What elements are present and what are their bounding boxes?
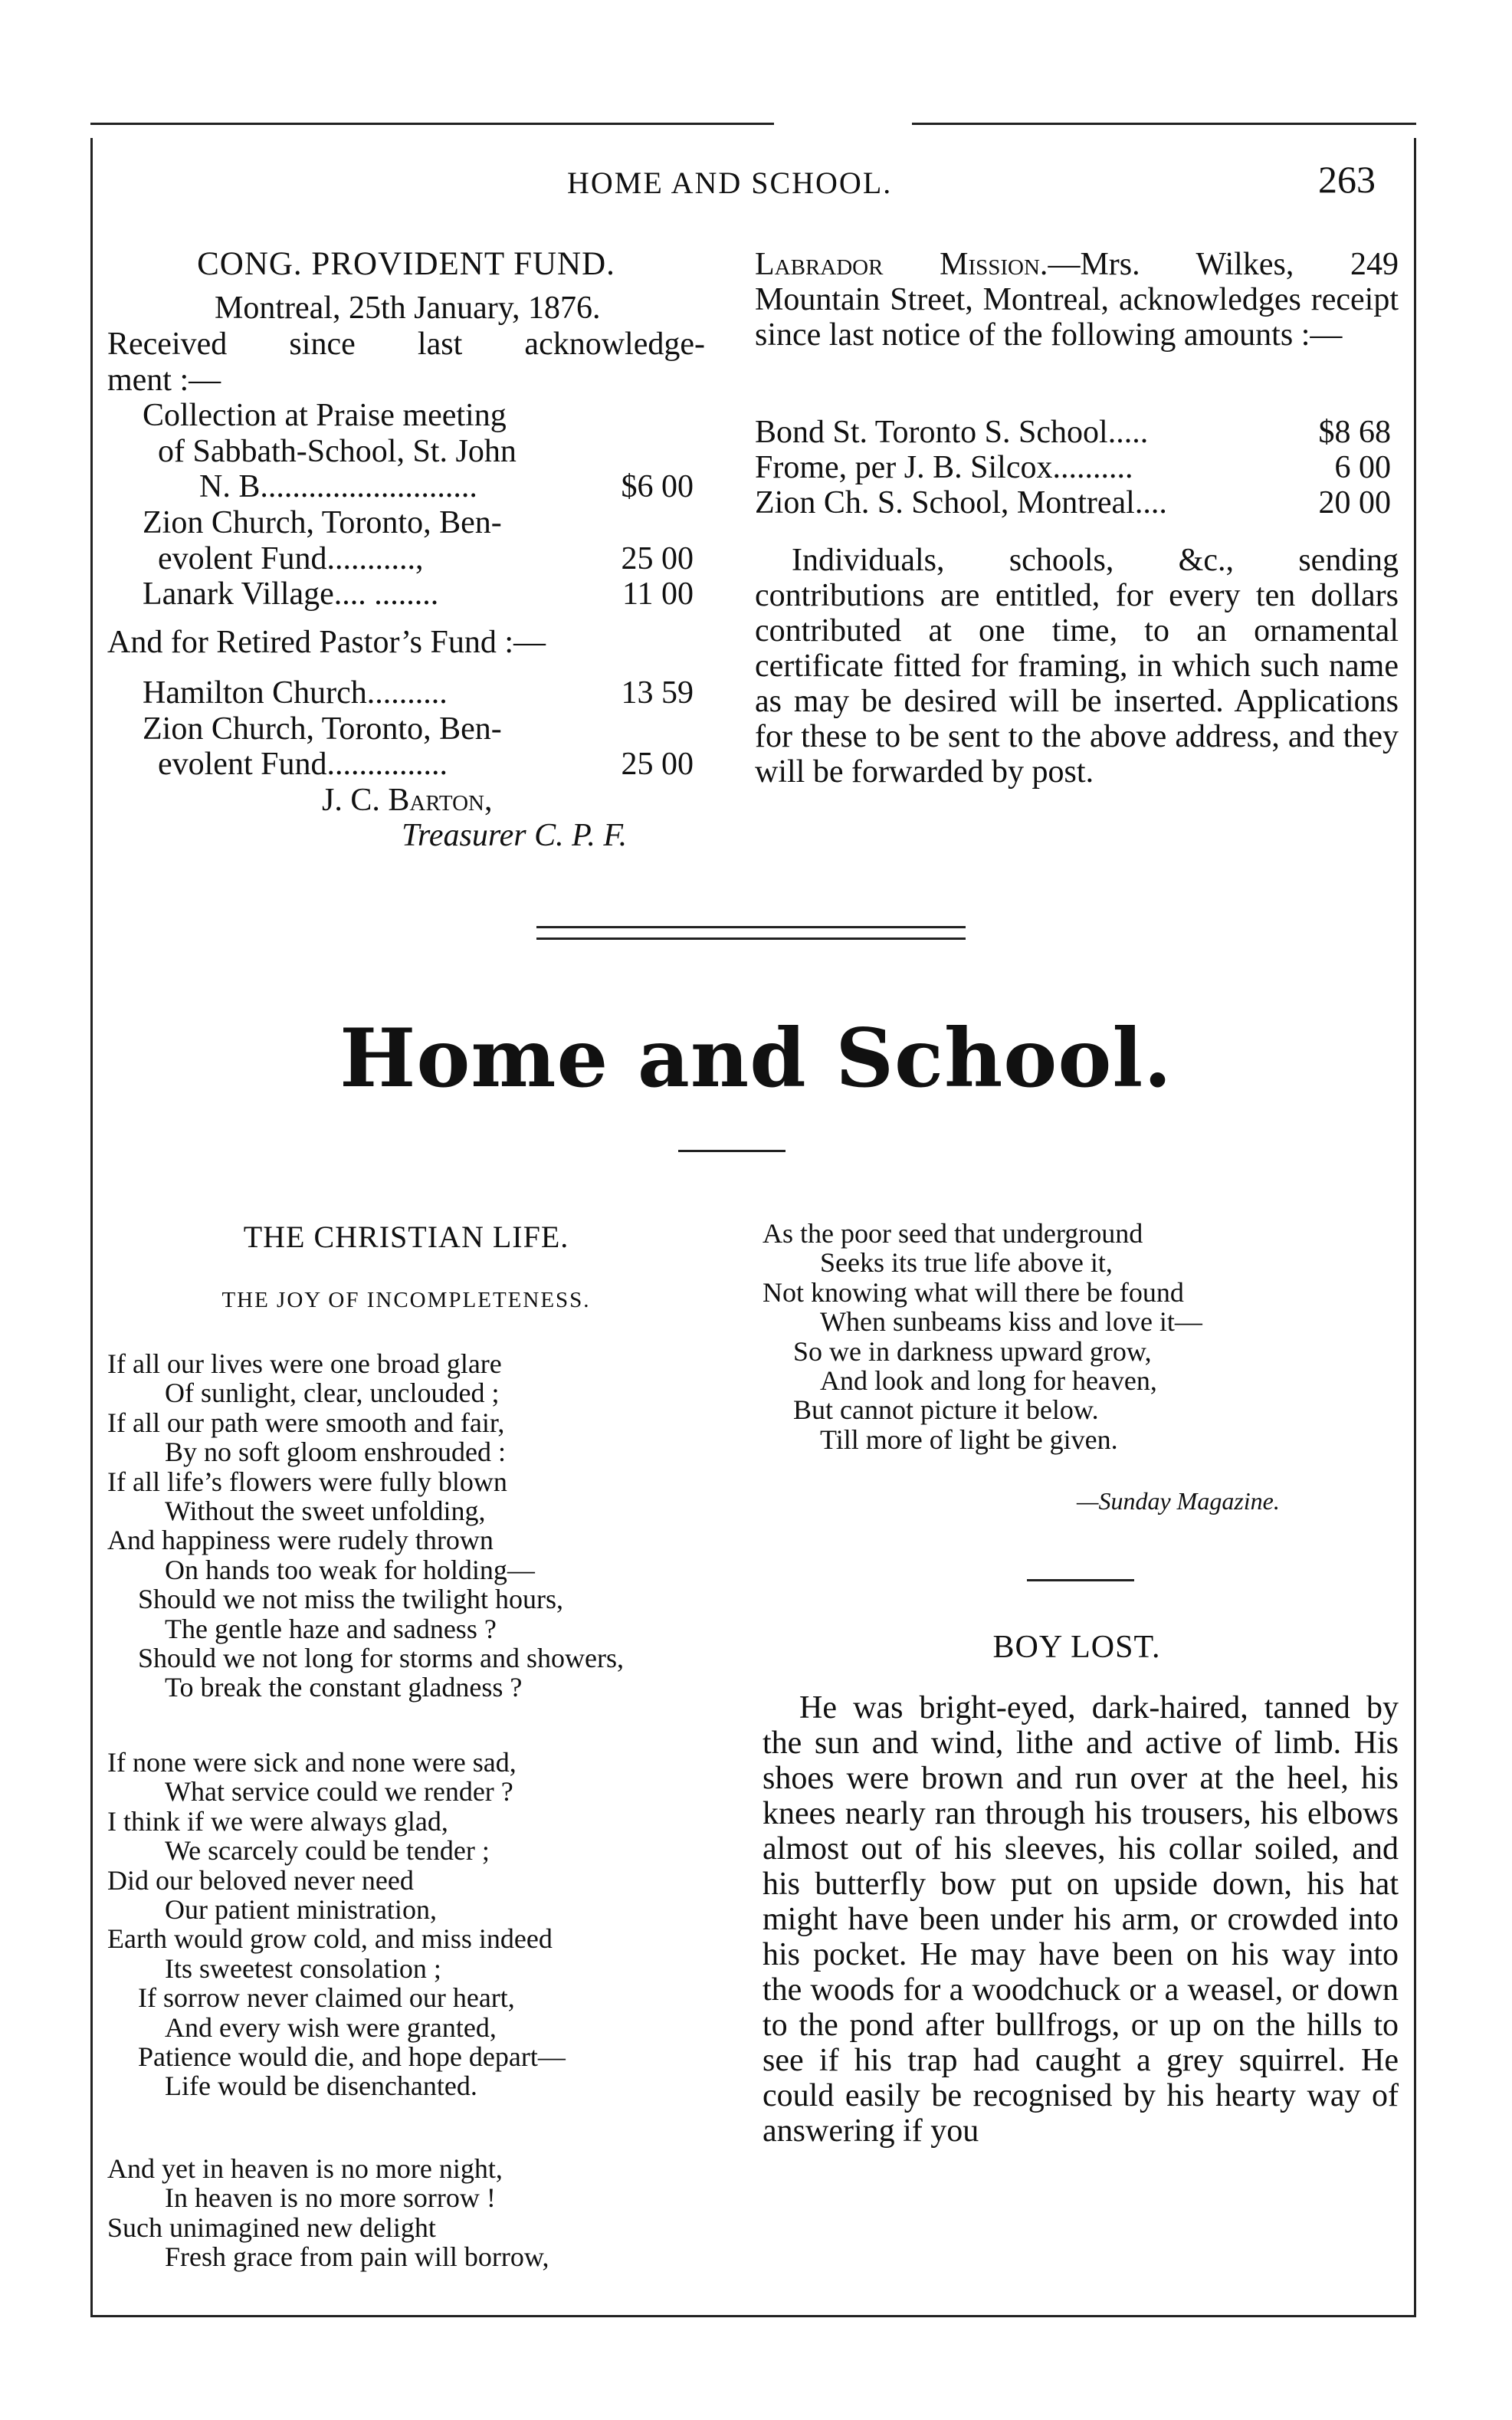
entry-5-line-2: evolent Fund............... bbox=[158, 747, 448, 782]
entry-2-line-1: Zion Church, Toronto, Ben- bbox=[143, 505, 502, 540]
poem-line: If sorrow never claimed our heart, bbox=[138, 1982, 515, 2014]
boy-lost-divider bbox=[1027, 1579, 1134, 1581]
fund-title: CONG. PROVIDENT FUND. bbox=[197, 246, 615, 282]
poem-line: Should we not miss the twilight hours, bbox=[138, 1584, 564, 1615]
poem-stanza-2 bbox=[107, 1748, 566, 2101]
poem-section bbox=[107, 1219, 705, 2292]
poem-line: To break the constant gladness ? bbox=[165, 1672, 523, 1703]
poem-line: Life would be disenchanted. bbox=[165, 2070, 477, 2102]
entry-1-line-3: N. B........................... bbox=[199, 469, 477, 504]
poem-line: And happiness were rudely thrown bbox=[107, 1525, 494, 1556]
poem-line: Till more of light be given. bbox=[820, 1423, 1118, 1455]
running-head: HOME AND SCHOOL. bbox=[567, 166, 893, 200]
poem-line: If none were sick and none were sad, bbox=[107, 1747, 517, 1778]
labrador-item-label: Frome, per J. B. Silcox.......... bbox=[755, 450, 1133, 485]
poem-line: Did our beloved never need bbox=[107, 1864, 414, 1896]
entry-4-amount: 13 59 bbox=[621, 675, 694, 711]
poem-line: Such unimagined new delight bbox=[107, 2211, 436, 2243]
bottom-rule bbox=[90, 2315, 1416, 2317]
labrador-item-label: Zion Ch. S. School, Montreal.... bbox=[755, 485, 1167, 520]
poem-line: If all our path were smooth and fair, bbox=[107, 1407, 505, 1438]
poem-stanza-4 bbox=[763, 1219, 1202, 1454]
section-title: Home and School. bbox=[339, 1010, 1173, 1105]
entry-3-amount: 11 00 bbox=[622, 576, 694, 612]
fund-received-line-2: ment :— bbox=[107, 363, 221, 398]
fund-signer-title: Treasurer C. P. F. bbox=[402, 818, 628, 853]
poem-line: If all our lives were one broad glare bbox=[107, 1348, 502, 1379]
entry-1-line-2: of Sabbath-School, St. John bbox=[158, 434, 517, 469]
poem-line: We scarcely could be tender ; bbox=[165, 1835, 490, 1867]
labrador-certificate-paragraph: Individuals, schools, &c., sending contributions are entitled, for every ten dollars contributed at one time, to an ornamental certificate fitted for framing, in which such name as may be desired will be inserted. Applications for these to be sent to the above address, and they will be forwarded by post. bbox=[755, 543, 1399, 790]
poem-line: Its sweetest consolation ; bbox=[165, 1952, 441, 1984]
fund-signer: J. C. Barton, bbox=[322, 783, 493, 818]
poem-line: As the poor seed that underground bbox=[763, 1218, 1143, 1249]
poem-line: Seeks its true life above it, bbox=[820, 1247, 1113, 1279]
page-number: 263 bbox=[1318, 158, 1376, 201]
labrador-intro bbox=[755, 247, 1399, 353]
poem-line: And look and long for heaven, bbox=[820, 1365, 1157, 1397]
labrador-title: Labrador Mission. bbox=[755, 247, 1048, 282]
poem-line: I think if we were always glad, bbox=[107, 1805, 448, 1837]
entry-4-line-1: Hamilton Church.......... bbox=[143, 675, 448, 711]
boy-lost-text: He was bright-eyed, dark-haired, tanned by the sun and wind, lithe and active of limb. His shoes were brown and run over at the heel, his knees nearly ran through his trousers, his elbows almost out of his sleeves, his collar soiled, and his butterfly bow put on upside down, his hat might have been under his arm, or crowded into his pocket. He may have been on his way into the woods for a woodchuck or a weasel, or down to the pond after bullfrogs, or up on the hills to see if his trap had caught a grey squirrel. He could easily be recognised by his hearty way of answering if you bbox=[763, 1690, 1399, 2149]
right-lower-column bbox=[755, 1219, 1399, 2292]
title-underline bbox=[678, 1150, 786, 1152]
provident-fund-section bbox=[107, 0, 705, 882]
poem-line: Not knowing what will there be found bbox=[763, 1276, 1184, 1308]
poem-title: THE CHRISTIAN LIFE. bbox=[243, 1220, 569, 1254]
right-frame-rule bbox=[1414, 138, 1416, 2315]
labrador-mission-section bbox=[755, 0, 1399, 882]
poem-line: But cannot picture it below. bbox=[793, 1394, 1099, 1426]
labrador-first-line bbox=[755, 247, 1399, 282]
poem-stanza-3 bbox=[107, 2154, 549, 2272]
boy-lost-title: BOY LOST. bbox=[992, 1630, 1161, 1665]
entry-2-line-2: evolent Fund..........., bbox=[158, 541, 424, 576]
entry-1-amount: $6 00 bbox=[621, 469, 694, 504]
retired-fund-heading: And for Retired Pastor’s Fund :— bbox=[107, 625, 546, 660]
entry-3-line-1: Lanark Village.... ........ bbox=[143, 576, 439, 612]
fund-date: Montreal, 25th January, 1876. bbox=[215, 291, 601, 326]
labrador-item-label: Bond St. Toronto S. School..... bbox=[755, 415, 1149, 450]
entry-1-line-1: Collection at Praise meeting bbox=[143, 398, 507, 433]
poem-source: —Sunday Magazine. bbox=[1077, 1487, 1280, 1515]
entry-2-amount: 25 00 bbox=[621, 541, 694, 576]
fund-received-line-1: Received since last acknowledge- bbox=[107, 327, 705, 362]
poem-line: What service could we render ? bbox=[165, 1776, 513, 1808]
section-divider bbox=[536, 926, 966, 940]
poem-line: So we in darkness upward grow, bbox=[793, 1335, 1152, 1367]
poem-line: Our patient ministration, bbox=[165, 1894, 437, 1926]
labrador-item-amount: $8 68 bbox=[1318, 415, 1391, 450]
poem-line: Of sunlight, clear, unclouded ; bbox=[165, 1377, 500, 1409]
poem-line: By no soft gloom enshrouded : bbox=[165, 1437, 506, 1468]
poem-line: And every wish were granted, bbox=[165, 2011, 497, 2043]
poem-line: Earth would grow cold, and miss indeed bbox=[107, 1923, 553, 1955]
poem-subtitle: THE JOY OF INCOMPLETENESS. bbox=[221, 1288, 591, 1312]
poem-stanza-1 bbox=[107, 1349, 624, 1703]
labrador-item-amount: 20 00 bbox=[1318, 485, 1391, 520]
poem-line: On hands too weak for holding— bbox=[165, 1554, 535, 1585]
poem-line: And yet in heaven is no more night, bbox=[107, 2153, 503, 2184]
poem-line: Without the sweet unfolding, bbox=[165, 1496, 486, 1527]
labrador-item-amount: 6 00 bbox=[1334, 450, 1391, 485]
poem-line: The gentle haze and sadness ? bbox=[165, 1613, 497, 1644]
labrador-intro-text: Mountain Street, Montreal, acknowledges receipt since last notice of the following amounts :— bbox=[755, 282, 1399, 353]
poem-line: In heaven is no more sorrow ! bbox=[165, 2182, 496, 2214]
poem-line: When sunbeams kiss and love it— bbox=[820, 1306, 1202, 1338]
entry-5-line-1: Zion Church, Toronto, Ben- bbox=[143, 711, 502, 747]
entry-5-amount: 25 00 bbox=[621, 747, 694, 782]
left-frame-rule bbox=[90, 138, 93, 2315]
poem-line: Should we not long for storms and showers, bbox=[138, 1643, 624, 1674]
poem-line: Patience would die, and hope depart— bbox=[138, 2041, 566, 2073]
poem-line: Fresh grace from pain will borrow, bbox=[165, 2241, 549, 2273]
labrador-first-line-text: —Mrs. Wilkes, 249 bbox=[1048, 247, 1399, 282]
poem-line: If all life’s flowers were fully blown bbox=[107, 1466, 507, 1497]
